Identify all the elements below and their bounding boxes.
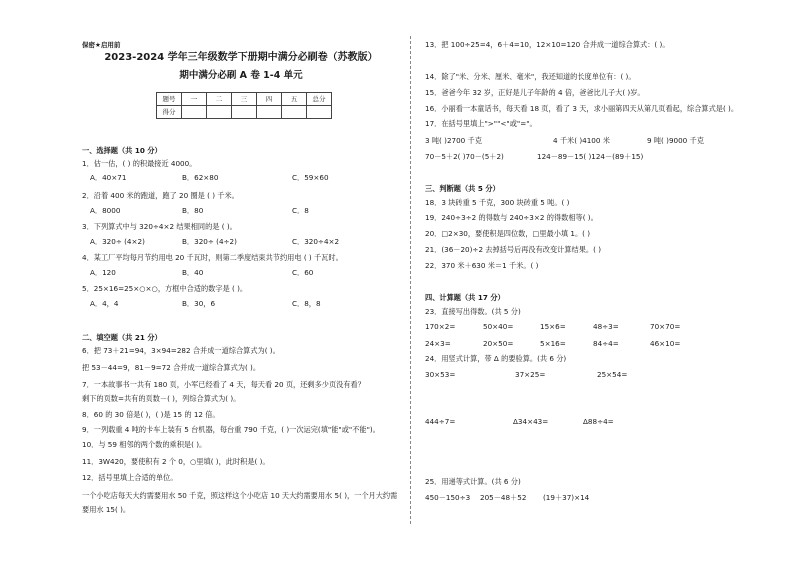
q3-option-b[interactable]: B．320÷ (4÷2): [182, 237, 237, 246]
section-judge-heading: 三、判断题（共 5 分）: [425, 184, 500, 193]
q23-item: 48÷3=: [593, 322, 619, 331]
q25-item: 205－48＋52: [480, 493, 527, 502]
q4-option-c[interactable]: C．60: [292, 268, 314, 277]
score-cell: 一: [182, 93, 207, 106]
score-cell: 题号: [157, 93, 182, 106]
score-cell: 二: [207, 93, 232, 106]
score-cell: 三: [232, 93, 257, 106]
q5-option-b[interactable]: B．30，6: [182, 299, 216, 308]
question-20: 20．□2×30，要使积是四位数，□里最小填 1。( ): [425, 229, 591, 238]
question-4: 4．某工厂平均每月节约用电 20 千瓦时，则第二季度结束共节约用电 ( ) 千瓦时。: [82, 253, 343, 262]
q1-option-b[interactable]: B．62×80: [182, 173, 219, 182]
question-14: 14．除了"米、分米、厘米、毫米"，我还知道的长度单位有：( )。: [425, 72, 636, 81]
q17-item: 124－89－15( )124－(89＋15): [537, 152, 644, 161]
score-blank[interactable]: [257, 106, 282, 119]
q2-option-c[interactable]: C．8: [292, 206, 309, 215]
q3-option-c[interactable]: C．320÷4×2: [292, 237, 340, 246]
question-13: 13．把 100÷25=4，6＋4=10，12×10=120 合并成一道综合算式：( )。: [425, 40, 670, 49]
score-blank[interactable]: [282, 106, 307, 119]
section-calc-heading: 四、计算题（共 17 分）: [425, 293, 505, 302]
score-cell: 总分: [307, 93, 332, 106]
q23-item: 70×70=: [650, 322, 681, 331]
question-22: 22．370 米＋630 米＝1 千米。( ): [425, 261, 539, 270]
question-6a: 6．把 73＋21=94，3×94=282 合并成一道综合算式为( )。: [82, 346, 280, 355]
question-25: 25．用递等式计算。(共 6 分): [425, 477, 521, 486]
q24-item: Δ88÷4=: [583, 417, 614, 426]
q2-option-b[interactable]: B．80: [182, 206, 204, 215]
q5-option-a[interactable]: A．4，4: [90, 299, 119, 308]
q23-item: 46×10=: [650, 339, 681, 348]
score-table-score-row: [157, 106, 332, 119]
q24-item: Δ34×43=: [513, 417, 549, 426]
q23-item: 24×3=: [425, 339, 451, 348]
column-divider: [410, 36, 411, 524]
question-1: 1．估一估，( ) 的积最接近 4000。: [82, 159, 197, 168]
q23-item: 20×50=: [483, 339, 514, 348]
score-blank[interactable]: [307, 106, 332, 119]
q17-item: 3 吨( )2700 千克: [425, 136, 482, 145]
question-15: 15．爸爸今年 32 岁，正好是儿子年龄的 4 倍，爸爸比儿子大( )岁。: [425, 88, 645, 97]
score-blank[interactable]: [182, 106, 207, 119]
question-18: 18．3 块砖重 5 千克，300 块砖重 5 吨。( ): [425, 198, 570, 207]
secret-label: 保密★启用前: [82, 41, 121, 49]
question-17: 17．在括号里填上">""<"或"="。: [425, 119, 537, 128]
q4-option-b[interactable]: B．40: [182, 268, 204, 277]
q5-option-c[interactable]: C．8，8: [292, 299, 321, 308]
score-blank[interactable]: [232, 106, 257, 119]
q2-option-a[interactable]: A．8000: [90, 206, 121, 215]
q3-option-a[interactable]: A．320÷ (4×2): [90, 237, 145, 246]
q23-item: 5×16=: [540, 339, 566, 348]
q24-item: 25×54=: [597, 370, 628, 379]
q17-item: 4 千米( )4100 米: [553, 136, 610, 145]
question-7a: 7．一本故事书一共有 180 页，小军已经看了 4 天，每天看 20 页，还剩多少页没有看？: [82, 380, 365, 389]
question-12: 12．括号里填上合适的单位。: [82, 473, 178, 482]
question-12a: 一个小吃店每天大约需要用水 50 千克，照这样这个小吃店 10 天大约需要用水 5( )，一个月大约需要用水 15( )。: [82, 491, 398, 514]
question-19: 19．240÷3÷2 的得数与 240÷3×2 的得数相等( )。: [425, 213, 598, 222]
exam-title: 2023-2024 学年三年级数学下册期中满分必刷卷（苏教版）: [104, 52, 378, 63]
question-6b: 把 53－44=9，81－9=72 合并成一道综合算式为( )。: [82, 363, 261, 372]
question-10: 10．与 59 相邻的两个数的乘积是( )。: [82, 440, 207, 449]
q23-item: 50×40=: [483, 322, 514, 331]
q23-item: 170×2=: [425, 322, 456, 331]
q4-option-a[interactable]: A．120: [90, 268, 116, 277]
question-7b: 剩下的页数=共有的页数－( )，列综合算式为( )。: [82, 394, 241, 403]
q17-item: 9 吨( )9000 千克: [647, 136, 704, 145]
q25-item: (19＋37)×14: [543, 493, 590, 502]
question-16: 16．小丽看一本童话书，每天看 18 页，看了 3 天，求小丽第四天从第几页看起，综合算式是( )。: [425, 104, 739, 113]
q1-option-a[interactable]: A．40×71: [90, 173, 127, 182]
score-cell: 五: [282, 93, 307, 106]
score-cell: 四: [257, 93, 282, 106]
q25-item: 450－150÷3: [425, 493, 471, 502]
score-table-header-row: [157, 93, 332, 106]
section-fill-heading: 二、填空题（共 21 分）: [82, 333, 162, 342]
q23-item: 84÷4=: [593, 339, 619, 348]
q24-item: 30×53=: [425, 370, 456, 379]
q1-option-c[interactable]: C．59×60: [292, 173, 329, 182]
q23-item: 15×6=: [540, 322, 566, 331]
exam-subtitle: 期中满分必刷 A 卷 1-4 单元: [179, 70, 303, 81]
question-23: 23．直接写出得数。(共 5 分): [425, 307, 521, 316]
question-2: 2．沿着 400 米的跑道，跑了 20 圈是 ( ) 千米。: [82, 191, 239, 200]
score-table: [156, 92, 332, 119]
q24-item: 37×25=: [515, 370, 546, 379]
score-row-label: 得分: [157, 106, 182, 119]
question-8: 8．60 的 30 倍是( )，( )是 15 的 12 倍。: [82, 410, 220, 419]
question-9: 9．一列载重 4 吨的卡车上装有 5 台机器，每台重 790 千克，( )一次运完(填"能"或"不能")。: [82, 425, 380, 434]
question-21: 21．(36－20)÷2 去掉括号后再没有改变计算结果。( ): [425, 245, 602, 254]
question-11: 11．3W420，要使积有 2 个 0，○里填( )，此时积是( )。: [82, 457, 270, 466]
question-3: 3．下列算式中与 320÷4×2 结果相同的是 ( )。: [82, 222, 237, 231]
section-choice-heading: 一、选择题（共 10 分）: [82, 146, 162, 155]
question-24: 24．用竖式计算，带 Δ 的要验算。(共 6 分): [425, 354, 567, 363]
q17-item: 70－5＋2( )70－(5＋2): [425, 152, 504, 161]
q24-item: 444÷7=: [425, 417, 456, 426]
question-5: 5．25×16=25×○×○，方框中合适的数字是 ( )。: [82, 284, 248, 293]
score-blank[interactable]: [207, 106, 232, 119]
